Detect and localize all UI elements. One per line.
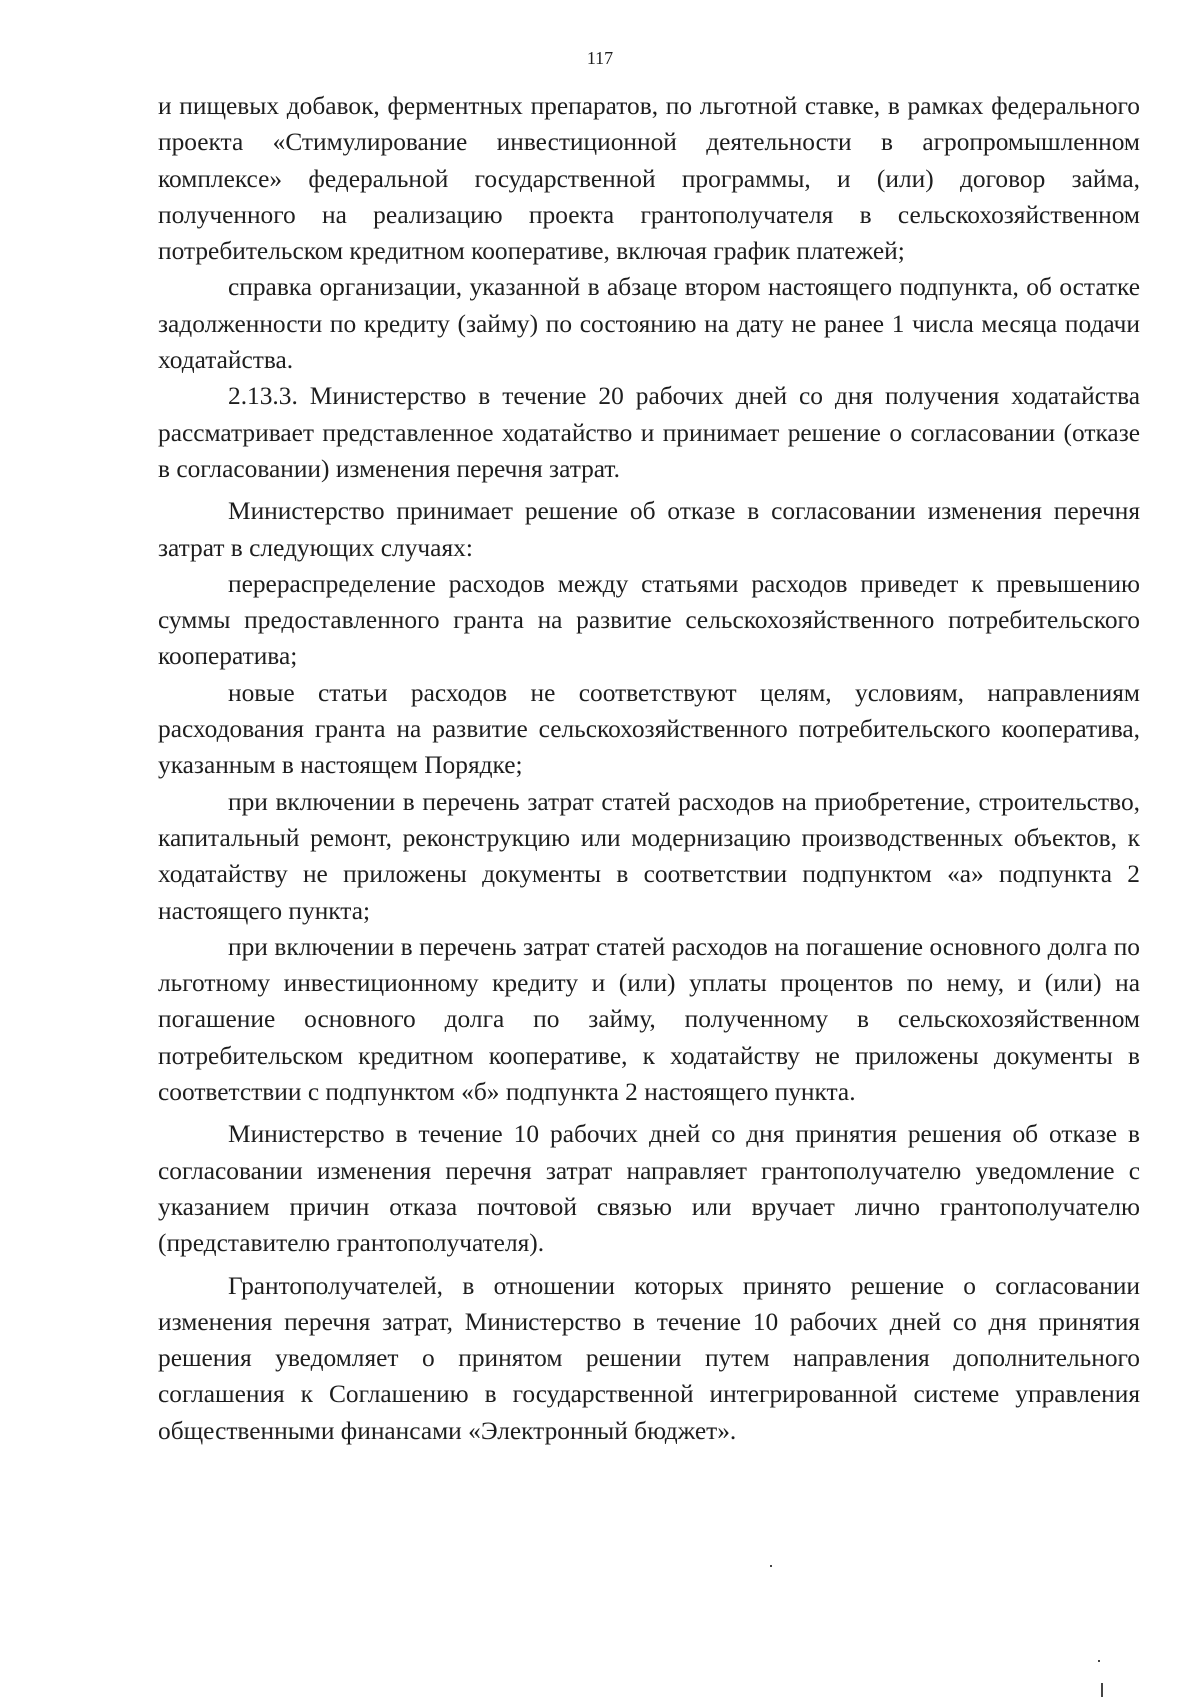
document-body: [158, 88, 1140, 1449]
paragraph: и пищевых добавок, ферментных препаратов, по льготной ставке, в рамках федерального проекта «Стимулирование инвестиционной деятельности в агропромышленном комплексе» федеральной государственной программы, и (или) договор займа, полученного на реализацию проекта грантополучателя в сельскохозяйственном потребительском кредитном кооперативе, включая график платежей;: [158, 92, 1140, 266]
paragraph: Министерство в течение 10 рабочих дней со дня принятия решения об отказе в согласовании изменения перечня затрат направляет грантополучателю уведомление с указанием причин отказа почтовой связью или вручает лично грантополучателю (представителю грантополучателя).: [158, 1120, 1140, 1258]
paragraph: при включении в перечень затрат статей расходов на погашение основного долга по льготному инвестиционному кредиту и (или) уплаты процентов по нему, и (или) на погашение основного долга по займу, полученному в сельскохозяйственном потребительском кредитном кооперативе, к ходатайству не приложены документы в соответствии с подпунктом «б» подпункта 2 настоящего пункта.: [158, 932, 1140, 1107]
scan-artifact: [1098, 1660, 1100, 1662]
paragraph: Министерство принимает решение об отказе в согласовании изменения перечня затрат в следующих случаях:: [158, 497, 1140, 562]
paragraph: новые статьи расходов не соответствуют целям, условиям, направлениям расходования гранта на развитие сельскохозяйственного потребительского кооператива, указанным в настоящем Порядке;: [158, 678, 1140, 780]
paragraph: перераспределение расходов между статьями расходов приведет к превышению суммы предоставленного гранта на развитие сельскохозяйственного потребительского кооператива;: [158, 569, 1140, 671]
scan-artifact: [770, 1565, 772, 1567]
paragraph: Грантополучателей, в отношении которых принято решение о согласовании изменения перечня затрат, Министерство в течение 10 рабочих дней со дня принятия решения уведомляет о принятом решении путем направления дополнительного соглашения к Соглашению в государственной интегрированной системе управления общественными финансами «Электронный бюджет».: [158, 1271, 1140, 1445]
paragraph: при включении в перечень затрат статей расходов на приобретение, строительство, капитальный ремонт, реконструкцию или модернизацию производственных объектов, к ходатайству не приложены документы в соответствии подпунктом «а» подпункта 2 настоящего пункта;: [158, 787, 1140, 925]
page-number: 117: [586, 48, 614, 68]
paragraph: справка организации, указанной в абзаце втором настоящего подпункта, об остатке задолженности по кредиту (займу) по состоянию на дату не ранее 1 числа месяца подачи ходатайства.: [158, 273, 1140, 375]
scan-artifact: [1101, 1683, 1103, 1697]
paragraph: 2.13.3. Министерство в течение 20 рабочих дней со дня получения ходатайства рассматривает представленное ходатайство и принимает решение о согласовании (отказе в согласовании) изменения перечня затрат.: [158, 382, 1140, 483]
